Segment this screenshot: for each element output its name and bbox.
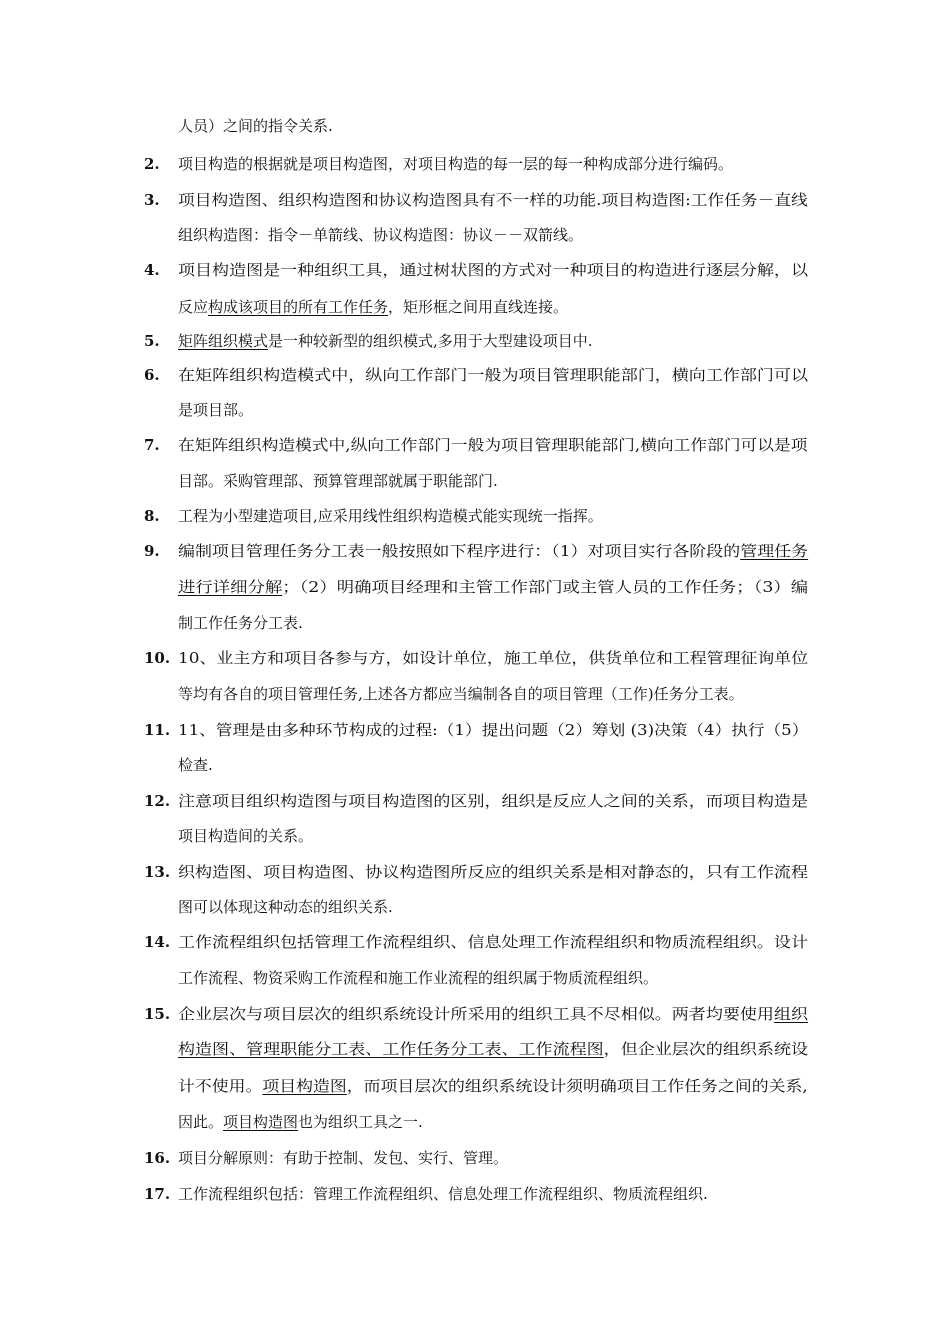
item-text-line <box>178 791 808 811</box>
item-number: 8. <box>144 507 160 525</box>
text-segment: 检查. <box>178 756 213 774</box>
text-segment: ；（2）明确项目经理和主管工作部门或主管人员的工作任务；（3）编 <box>282 578 809 596</box>
item-text-line <box>178 541 808 561</box>
item-number: 13. <box>144 863 171 881</box>
item-text-line <box>178 331 593 351</box>
item-text-line <box>178 154 733 174</box>
text-segment: ，而项目层次的组织系统设计须明确项目工作任务之间的关系, <box>346 1077 808 1095</box>
item-text-line <box>178 1148 508 1168</box>
text-segment: 工程为小型建造项目,应采用线性组织构造模式能实现统一指挥。 <box>178 507 603 525</box>
text-segment: 等均有各自的项目管理任务,上述各方都应当编制各自的项目管理（工作)任务分工表。 <box>178 685 744 703</box>
item-number: 10. <box>144 649 171 667</box>
item-text-line <box>178 1112 423 1132</box>
item-text-line <box>178 932 808 952</box>
item-number: 6. <box>144 366 160 384</box>
text-segment: 人员）之间的指令关系. <box>178 117 333 135</box>
text-segment: 10、业主方和项目各参与方，如设计单位，施工单位，供货单位和工程管理征询单位 <box>178 649 809 667</box>
text-segment: 反应 <box>178 298 209 316</box>
item-text-line <box>178 190 808 210</box>
item-text-line <box>178 897 393 917</box>
item-text-line <box>178 720 808 740</box>
underlined-term: 项目构造图 <box>262 1077 347 1095</box>
text-segment: 项目构造间的关系。 <box>178 827 314 845</box>
underlined-term: 构成该项目的所有工作任务 <box>208 298 389 316</box>
underlined-term: 构造图、管理职能分工表、工作任务分工表、工作流程图 <box>178 1040 604 1058</box>
underlined-term: 矩阵组织模式 <box>178 332 269 350</box>
item-number: 16. <box>144 1149 171 1167</box>
item-text-line <box>178 297 568 317</box>
item-text-line <box>178 365 808 385</box>
text-segment: 目部。采购管理部、预算管理部就属于职能部门. <box>178 472 498 490</box>
item-number: 5. <box>144 332 160 350</box>
item-text-line <box>178 506 603 526</box>
item-text-line <box>178 435 807 455</box>
text-segment: 注意项目组织构造图与项目构造图的区别，组织是反应人之间的关系，而项目构造是 <box>178 792 808 810</box>
item-number: 9. <box>144 542 160 560</box>
text-segment: ，矩形框之间用直线连接。 <box>388 298 569 316</box>
item-text-line <box>178 260 808 280</box>
text-segment: 织构造图、项目构造图、协议构造图所反应的组织关系是相对静态的，只有工作流程 <box>178 863 808 881</box>
text-segment: 工作流程组织包括管理工作流程组织、信息处理工作流程组织和物质流程组织。设计 <box>178 933 808 951</box>
item-text-line <box>178 755 213 775</box>
text-segment: 11、管理是由多种环节构成的过程:（1）提出问题（2）筹划 (3)决策（4）执行（5） <box>178 721 809 739</box>
text-segment: 在矩阵组织构造模式中，纵向工作部门一般为项目管理职能部门，横向工作部门可以 <box>178 366 808 384</box>
item-number: 2. <box>144 155 160 173</box>
text-segment: 也为组织工具之一. <box>298 1113 423 1131</box>
item-number: 17. <box>144 1185 171 1203</box>
item-text-line <box>178 1004 808 1024</box>
item-text-line <box>178 400 253 420</box>
underlined-term: 组织 <box>773 1005 809 1023</box>
item-text-line <box>178 1184 708 1204</box>
underlined-term: 管理任务 <box>740 542 809 560</box>
text-segment: 企业层次与项目层次的组织系统设计所采用的组织工具不尽相似。两者均要使用 <box>178 1005 774 1023</box>
text-segment: 项目分解原则：有助于控制、发包、实行、管理。 <box>178 1149 509 1167</box>
text-segment: 工作流程组织包括：管理工作流程组织、信息处理工作流程组织、物质流程组织. <box>178 1185 708 1203</box>
item-text-line <box>178 116 333 136</box>
item-number: 15. <box>144 1005 171 1023</box>
item-text-line <box>178 471 498 491</box>
text-segment: 在矩阵组织构造模式中,纵向工作部门一般为项目管理职能部门,横向工作部门可以是项 <box>178 436 808 454</box>
text-segment: 项目构造的根据就是项目构造图，对项目构造的每一层的每一种构成部分进行编码。 <box>178 155 734 173</box>
item-text-line <box>178 862 808 882</box>
text-segment: 是项目部。 <box>178 401 254 419</box>
item-text-line <box>178 684 744 704</box>
item-text-line <box>178 648 808 668</box>
item-number: 12. <box>144 792 171 810</box>
item-text-line <box>178 613 303 633</box>
item-number: 7. <box>144 436 160 454</box>
item-text-line <box>178 1076 808 1096</box>
item-number: 4. <box>144 261 160 279</box>
text-segment: 制工作任务分工表. <box>178 614 303 632</box>
underlined-term: 项目构造图 <box>223 1113 299 1131</box>
text-segment: 项目构造图是一种组织工具，通过树状图的方式对一种项目的构造进行逐层分解，以 <box>178 261 808 279</box>
text-segment: 因此。 <box>178 1113 224 1131</box>
text-segment: 是一种较新型的组织模式,多用于大型建设项目中. <box>268 332 593 350</box>
text-segment: 项目构造图、组织构造图和协议构造图具有不一样的功能.项目构造图:工作任务－直线 <box>178 191 808 209</box>
item-text-line <box>178 968 658 988</box>
text-segment: 编制项目管理任务分工表一般按照如下程序进行：（1）对项目实行各阶段的 <box>178 542 741 560</box>
item-number: 3. <box>144 191 160 209</box>
underlined-term: 进行详细分解 <box>178 578 283 596</box>
item-text-line <box>178 225 583 245</box>
item-text-line <box>178 826 313 846</box>
item-number: 14. <box>144 933 171 951</box>
text-segment: 工作流程、物资采购工作流程和施工作业流程的组织属于物质流程组织。 <box>178 969 659 987</box>
text-segment: 图可以体现这种动态的组织关系. <box>178 898 393 916</box>
text-segment: 组织构造图：指令－单箭线、协议构造图：协议－－双箭线。 <box>178 226 584 244</box>
text-segment: 计不使用。 <box>178 1077 263 1095</box>
text-segment: ，但企业层次的组织系统设 <box>603 1040 809 1058</box>
item-number: 11. <box>144 721 171 739</box>
item-text-line <box>178 1039 808 1059</box>
item-text-line <box>178 577 808 597</box>
